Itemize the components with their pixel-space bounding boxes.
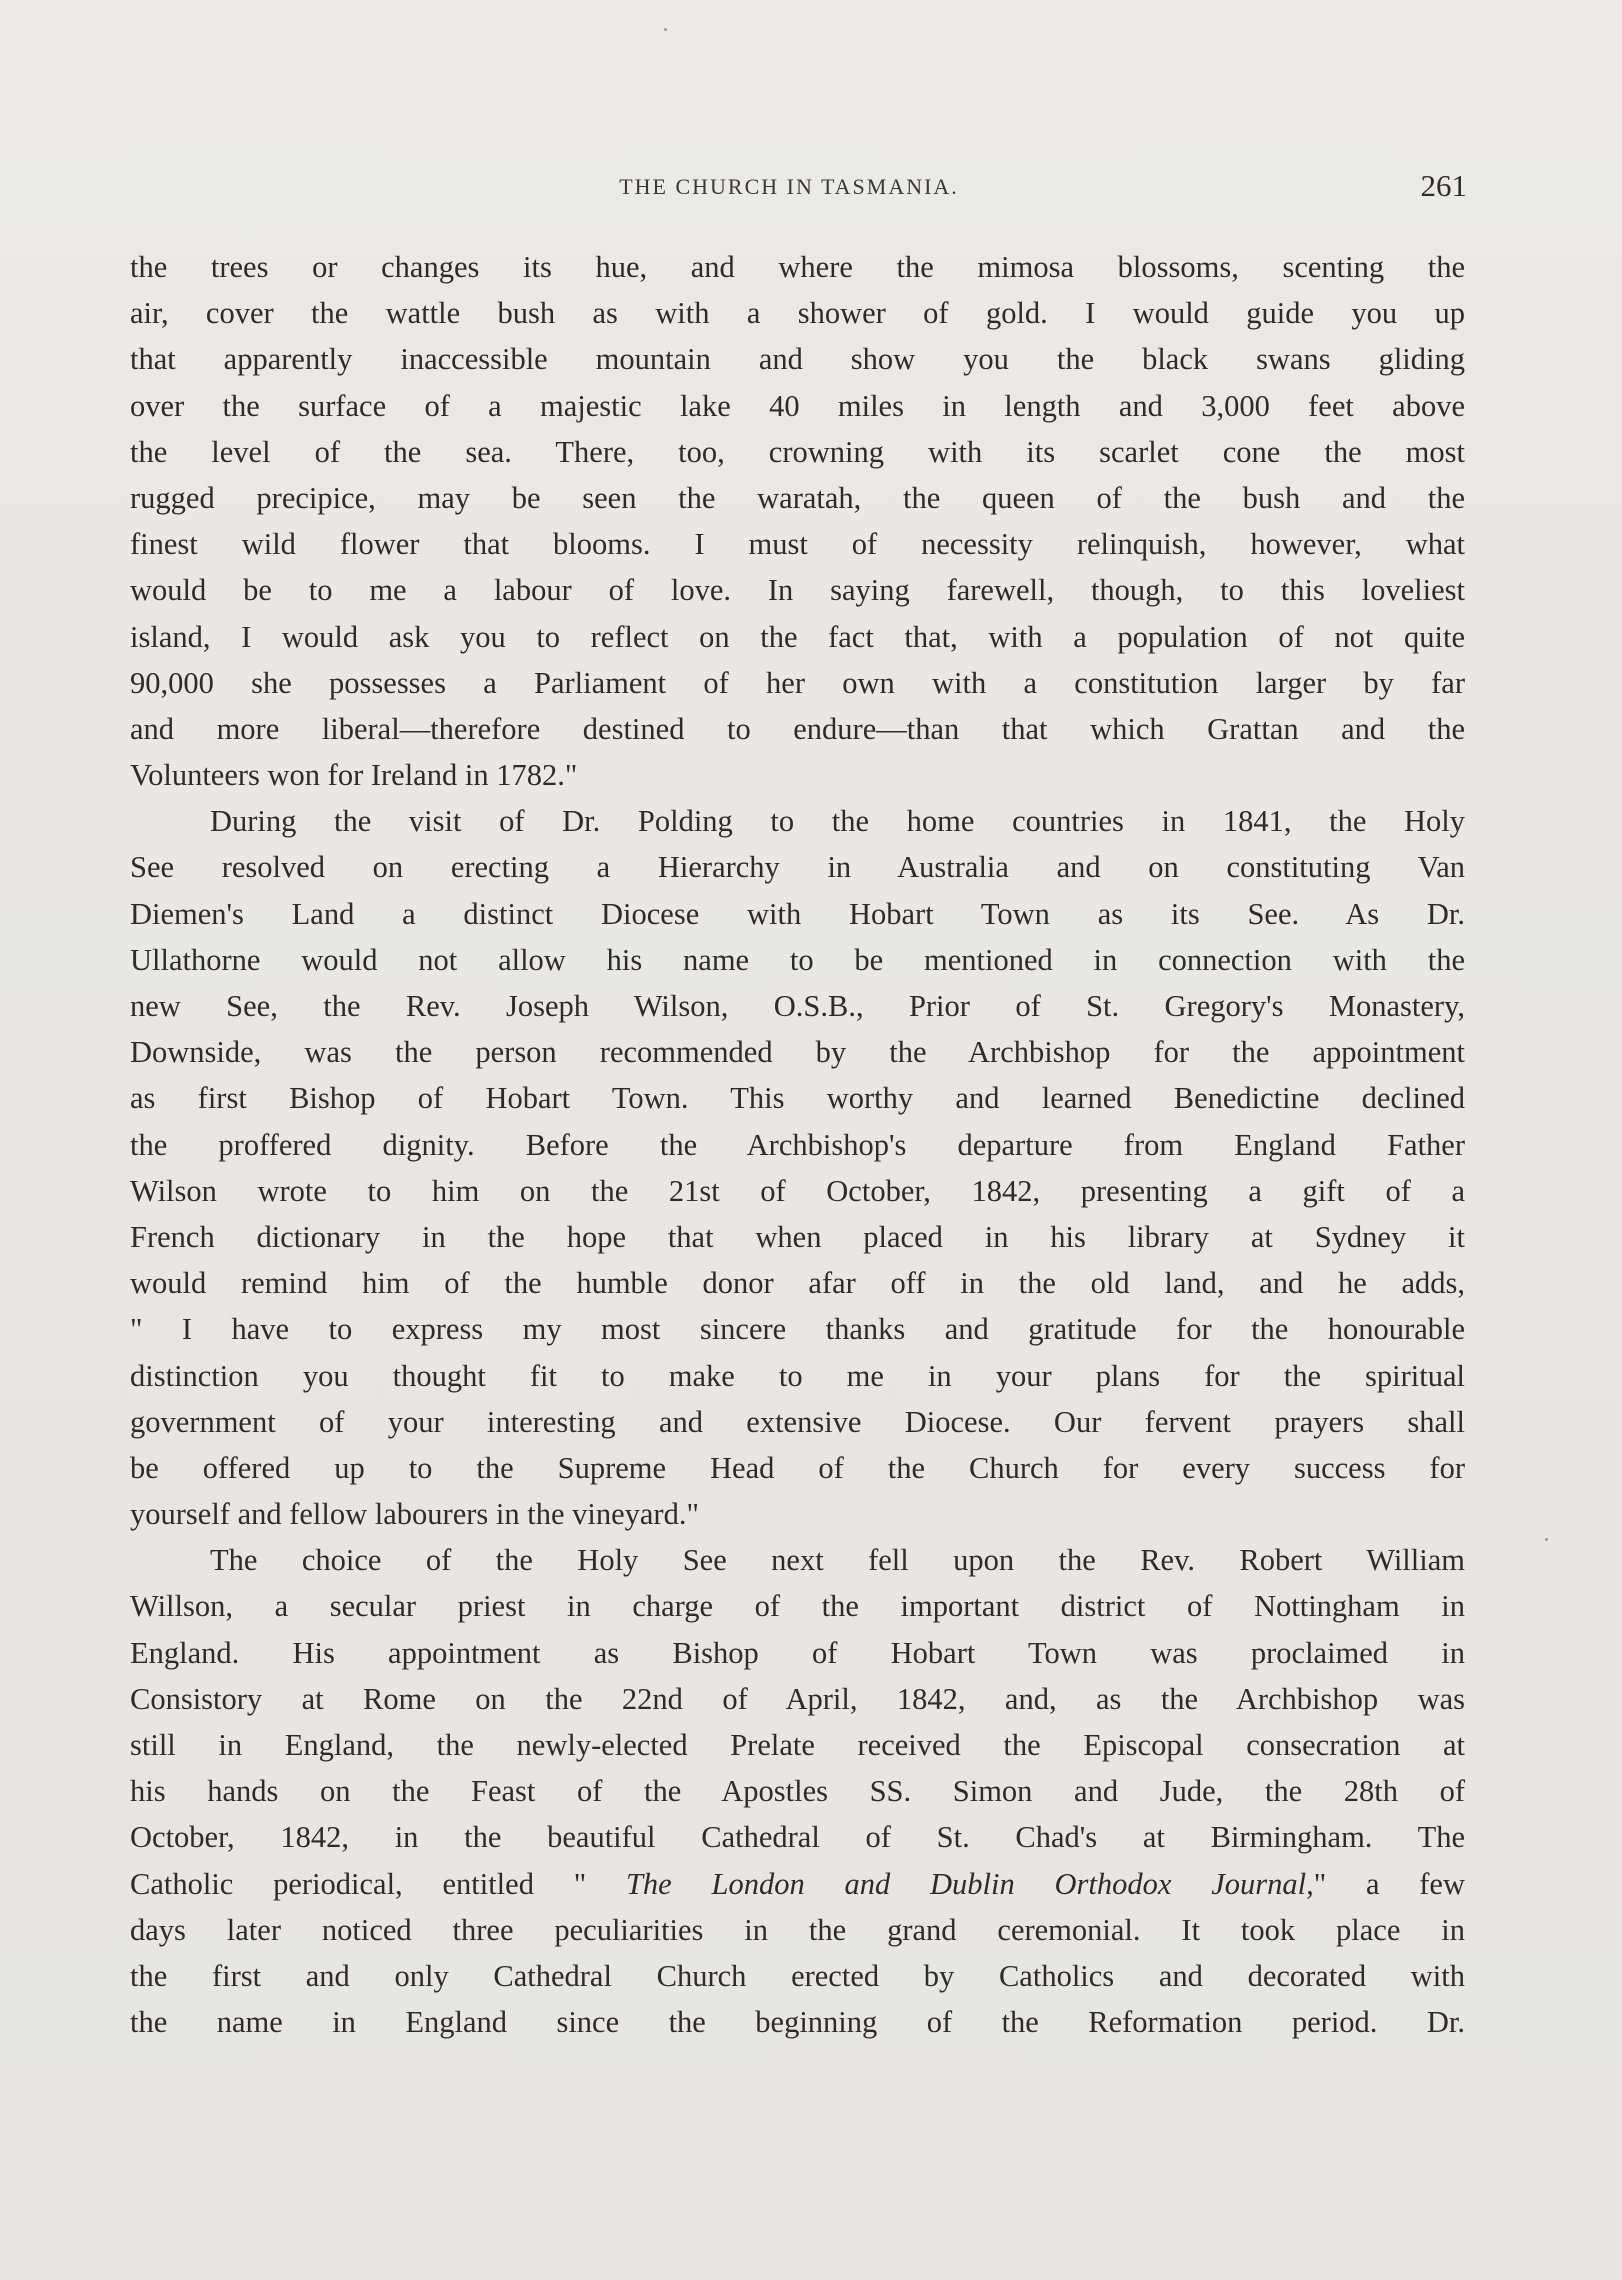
text-line: over the surface of a majestic lake 40 miles in length and 3,000 feet above bbox=[130, 388, 1465, 423]
text-line: October, 1842, in the beautiful Cathedral of St. Chad's at Birmingham. The bbox=[130, 1820, 1465, 1855]
text-line: During the visit of Dr. Polding to the home countries in 1841, the Holy bbox=[210, 804, 1465, 839]
text-line: would remind him of the humble donor afar off in the old land, and he adds, bbox=[130, 1266, 1465, 1301]
text-line: that apparently inaccessible mountain and show you the black swans gliding bbox=[130, 342, 1465, 377]
paper-speck bbox=[1545, 1538, 1548, 1541]
page-number: 261 bbox=[1420, 168, 1467, 203]
text-line: and more liberal—therefore destined to endure—than that which Grattan and the bbox=[130, 711, 1465, 746]
text-line: the proffered dignity. Before the Archbishop's departure from England Father bbox=[130, 1127, 1465, 1162]
text-line: Catholic periodical, entitled " The London and Dublin Orthodox Journal," a few bbox=[130, 1866, 1465, 1901]
text-line: still in England, the newly-elected Prelate received the Episcopal consecration at bbox=[130, 1728, 1465, 1762]
text-line: the name in England since the beginning of the Reformation period. Dr. bbox=[130, 2005, 1465, 2040]
text-line: Downside, was the person recommended by the Archbishop for the appointment bbox=[130, 1035, 1465, 1070]
text-line: French dictionary in the hope that when placed in his library at Sydney it bbox=[130, 1219, 1465, 1254]
text-line: Willson, a secular priest in charge of the important district of Nottingham in bbox=[130, 1589, 1465, 1624]
paper-speck bbox=[664, 28, 667, 31]
text-line: " I have to express my most sincere thanks and gratitude for the honourable bbox=[130, 1312, 1465, 1347]
text-line: new See, the Rev. Joseph Wilson, O.S.B., Prior of St. Gregory's Monastery, bbox=[130, 989, 1465, 1023]
text-line: Ullathorne would not allow his name to be mentioned in connection with the bbox=[130, 942, 1465, 977]
body-text bbox=[130, 244, 1465, 2045]
running-title: THE CHURCH IN TASMANIA. bbox=[619, 174, 959, 199]
text-line: the first and only Cathedral Church erected by Catholics and decorated with bbox=[130, 1958, 1465, 1993]
running-head bbox=[0, 168, 1622, 208]
text-line: as first Bishop of Hobart Town. This worthy and learned Benedictine declined bbox=[130, 1081, 1465, 1116]
text-line: Diemen's Land a distinct Diocese with Hobart Town as its See. As Dr. bbox=[130, 896, 1465, 931]
text-line: finest wild flower that blooms. I must of necessity relinquish, however, what bbox=[130, 527, 1465, 562]
journal-title: The London and Dublin Orthodox Journal, bbox=[625, 1866, 1314, 1901]
text-line: distinction you thought fit to make to me in your plans for the spiritual bbox=[130, 1358, 1465, 1393]
text-line: yourself and fellow labourers in the vineyard." bbox=[130, 1497, 699, 1532]
text-line: government of your interesting and extensive Diocese. Our fervent prayers shall bbox=[130, 1404, 1465, 1439]
text-line: Volunteers won for Ireland in 1782." bbox=[130, 758, 578, 793]
text-line: be offered up to the Supreme Head of the Church for every success for bbox=[130, 1450, 1465, 1485]
text-line: England. His appointment as Bishop of Hobart Town was proclaimed in bbox=[130, 1635, 1465, 1670]
text-line: See resolved on erecting a Hierarchy in Australia and on constituting Van bbox=[130, 850, 1465, 885]
text-line: 90,000 she possesses a Parliament of her own with a constitution larger by far bbox=[130, 665, 1465, 700]
text-line: The choice of the Holy See next fell upon the Rev. Robert William bbox=[210, 1543, 1465, 1578]
text-line: his hands on the Feast of the Apostles SS. Simon and Jude, the 28th of bbox=[130, 1774, 1465, 1809]
text-line: rugged precipice, may be seen the waratah, the queen of the bush and the bbox=[130, 480, 1465, 515]
text-line: air, cover the wattle bush as with a shower of gold. I would guide you up bbox=[130, 296, 1465, 331]
text-line: Consistory at Rome on the 22nd of April, 1842, and, as the Archbishop was bbox=[130, 1681, 1465, 1716]
text-line: the trees or changes its hue, and where the mimosa blossoms, scenting the bbox=[130, 250, 1465, 284]
text-line: would be to me a labour of love. In saying farewell, though, to this loveliest bbox=[130, 573, 1465, 608]
text-line: island, I would ask you to reflect on the fact that, with a population of not quite bbox=[130, 619, 1465, 654]
text-line: days later noticed three peculiarities in the grand ceremonial. It took place in bbox=[130, 1912, 1465, 1947]
text-line: the level of the sea. There, too, crowning with its scarlet cone the most bbox=[130, 434, 1465, 469]
text-line: Wilson wrote to him on the 21st of October, 1842, presenting a gift of a bbox=[130, 1173, 1465, 1208]
